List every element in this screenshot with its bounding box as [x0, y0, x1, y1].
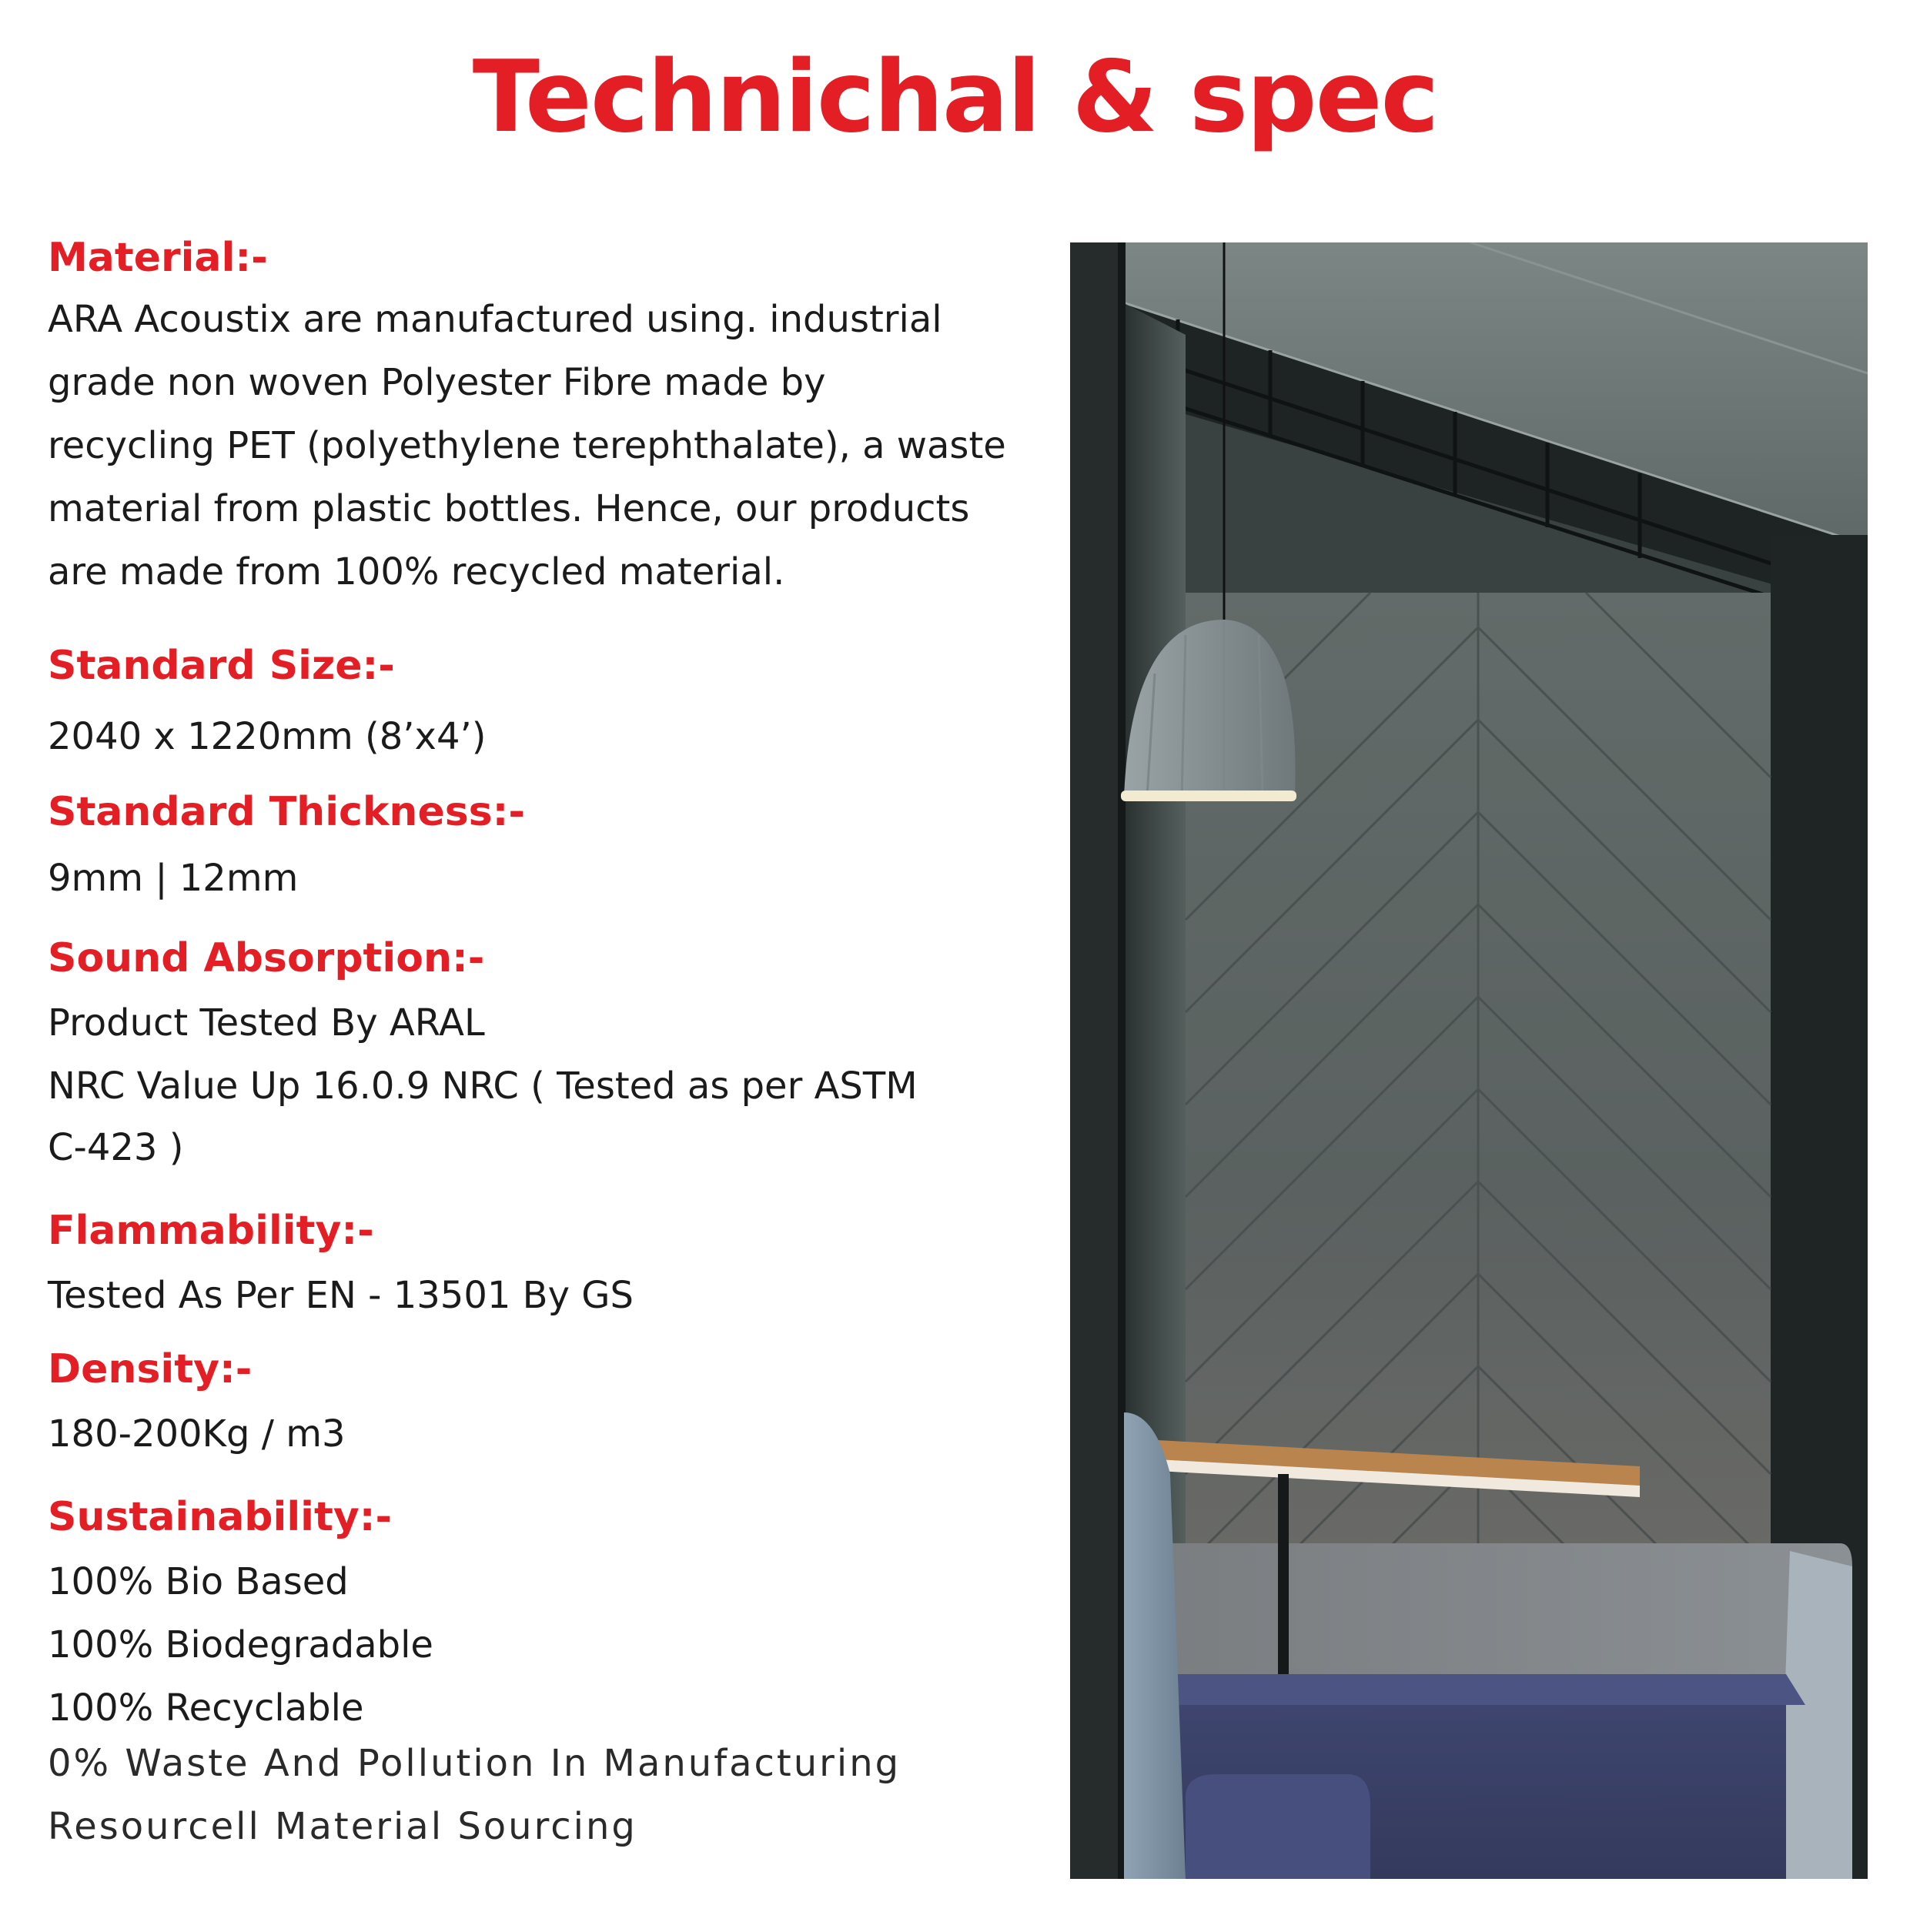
thickness-value: 9mm | 12mm	[48, 857, 299, 900]
material-line: ARA Acoustix are manufactured using. industrial	[48, 298, 942, 341]
material-line: grade non woven Polyester Fibre made by	[48, 361, 826, 404]
sustainability-line: Resourcell Material Sourcing	[48, 1805, 637, 1848]
sustainability-line: 100% Recyclable	[48, 1686, 364, 1730]
material-line: recycling PET (polyethylene terephthalate), a waste	[48, 424, 1006, 467]
flammability-heading: Flammability:-	[48, 1208, 374, 1254]
density-heading: Density:-	[48, 1346, 253, 1392]
sustainability-line: 100% Biodegradable	[48, 1623, 433, 1666]
sound-line: NRC Value Up 16.0.9 NRC ( Tested as per ASTM	[48, 1065, 918, 1108]
page-title: Technichal & spec	[472, 40, 1438, 155]
sound-heading: Sound Absorption:-	[48, 935, 485, 981]
material-line: material from plastic bottles. Hence, our products	[48, 487, 970, 530]
flammability-value: Tested As Per EN - 13501 By GS	[48, 1274, 634, 1317]
density-value: 180-200Kg / m3	[48, 1412, 346, 1456]
sound-line: C-423 )	[48, 1126, 184, 1169]
product-photo	[1070, 242, 1868, 1879]
material-line: are made from 100% recycled material.	[48, 550, 785, 593]
sound-line: Product Tested By ARAL	[48, 1001, 485, 1045]
sustainability-line: 0% Waste And Pollution In Manufacturing	[48, 1742, 901, 1785]
sustainability-line: 100% Bio Based	[48, 1560, 349, 1603]
sustainability-heading: Sustainability:-	[48, 1494, 393, 1540]
size-value: 2040 x 1220mm (8’x4’)	[48, 715, 487, 758]
material-heading: Material:-	[48, 235, 268, 281]
size-heading: Standard Size:-	[48, 643, 395, 689]
thickness-heading: Standard Thickness:-	[48, 789, 525, 835]
